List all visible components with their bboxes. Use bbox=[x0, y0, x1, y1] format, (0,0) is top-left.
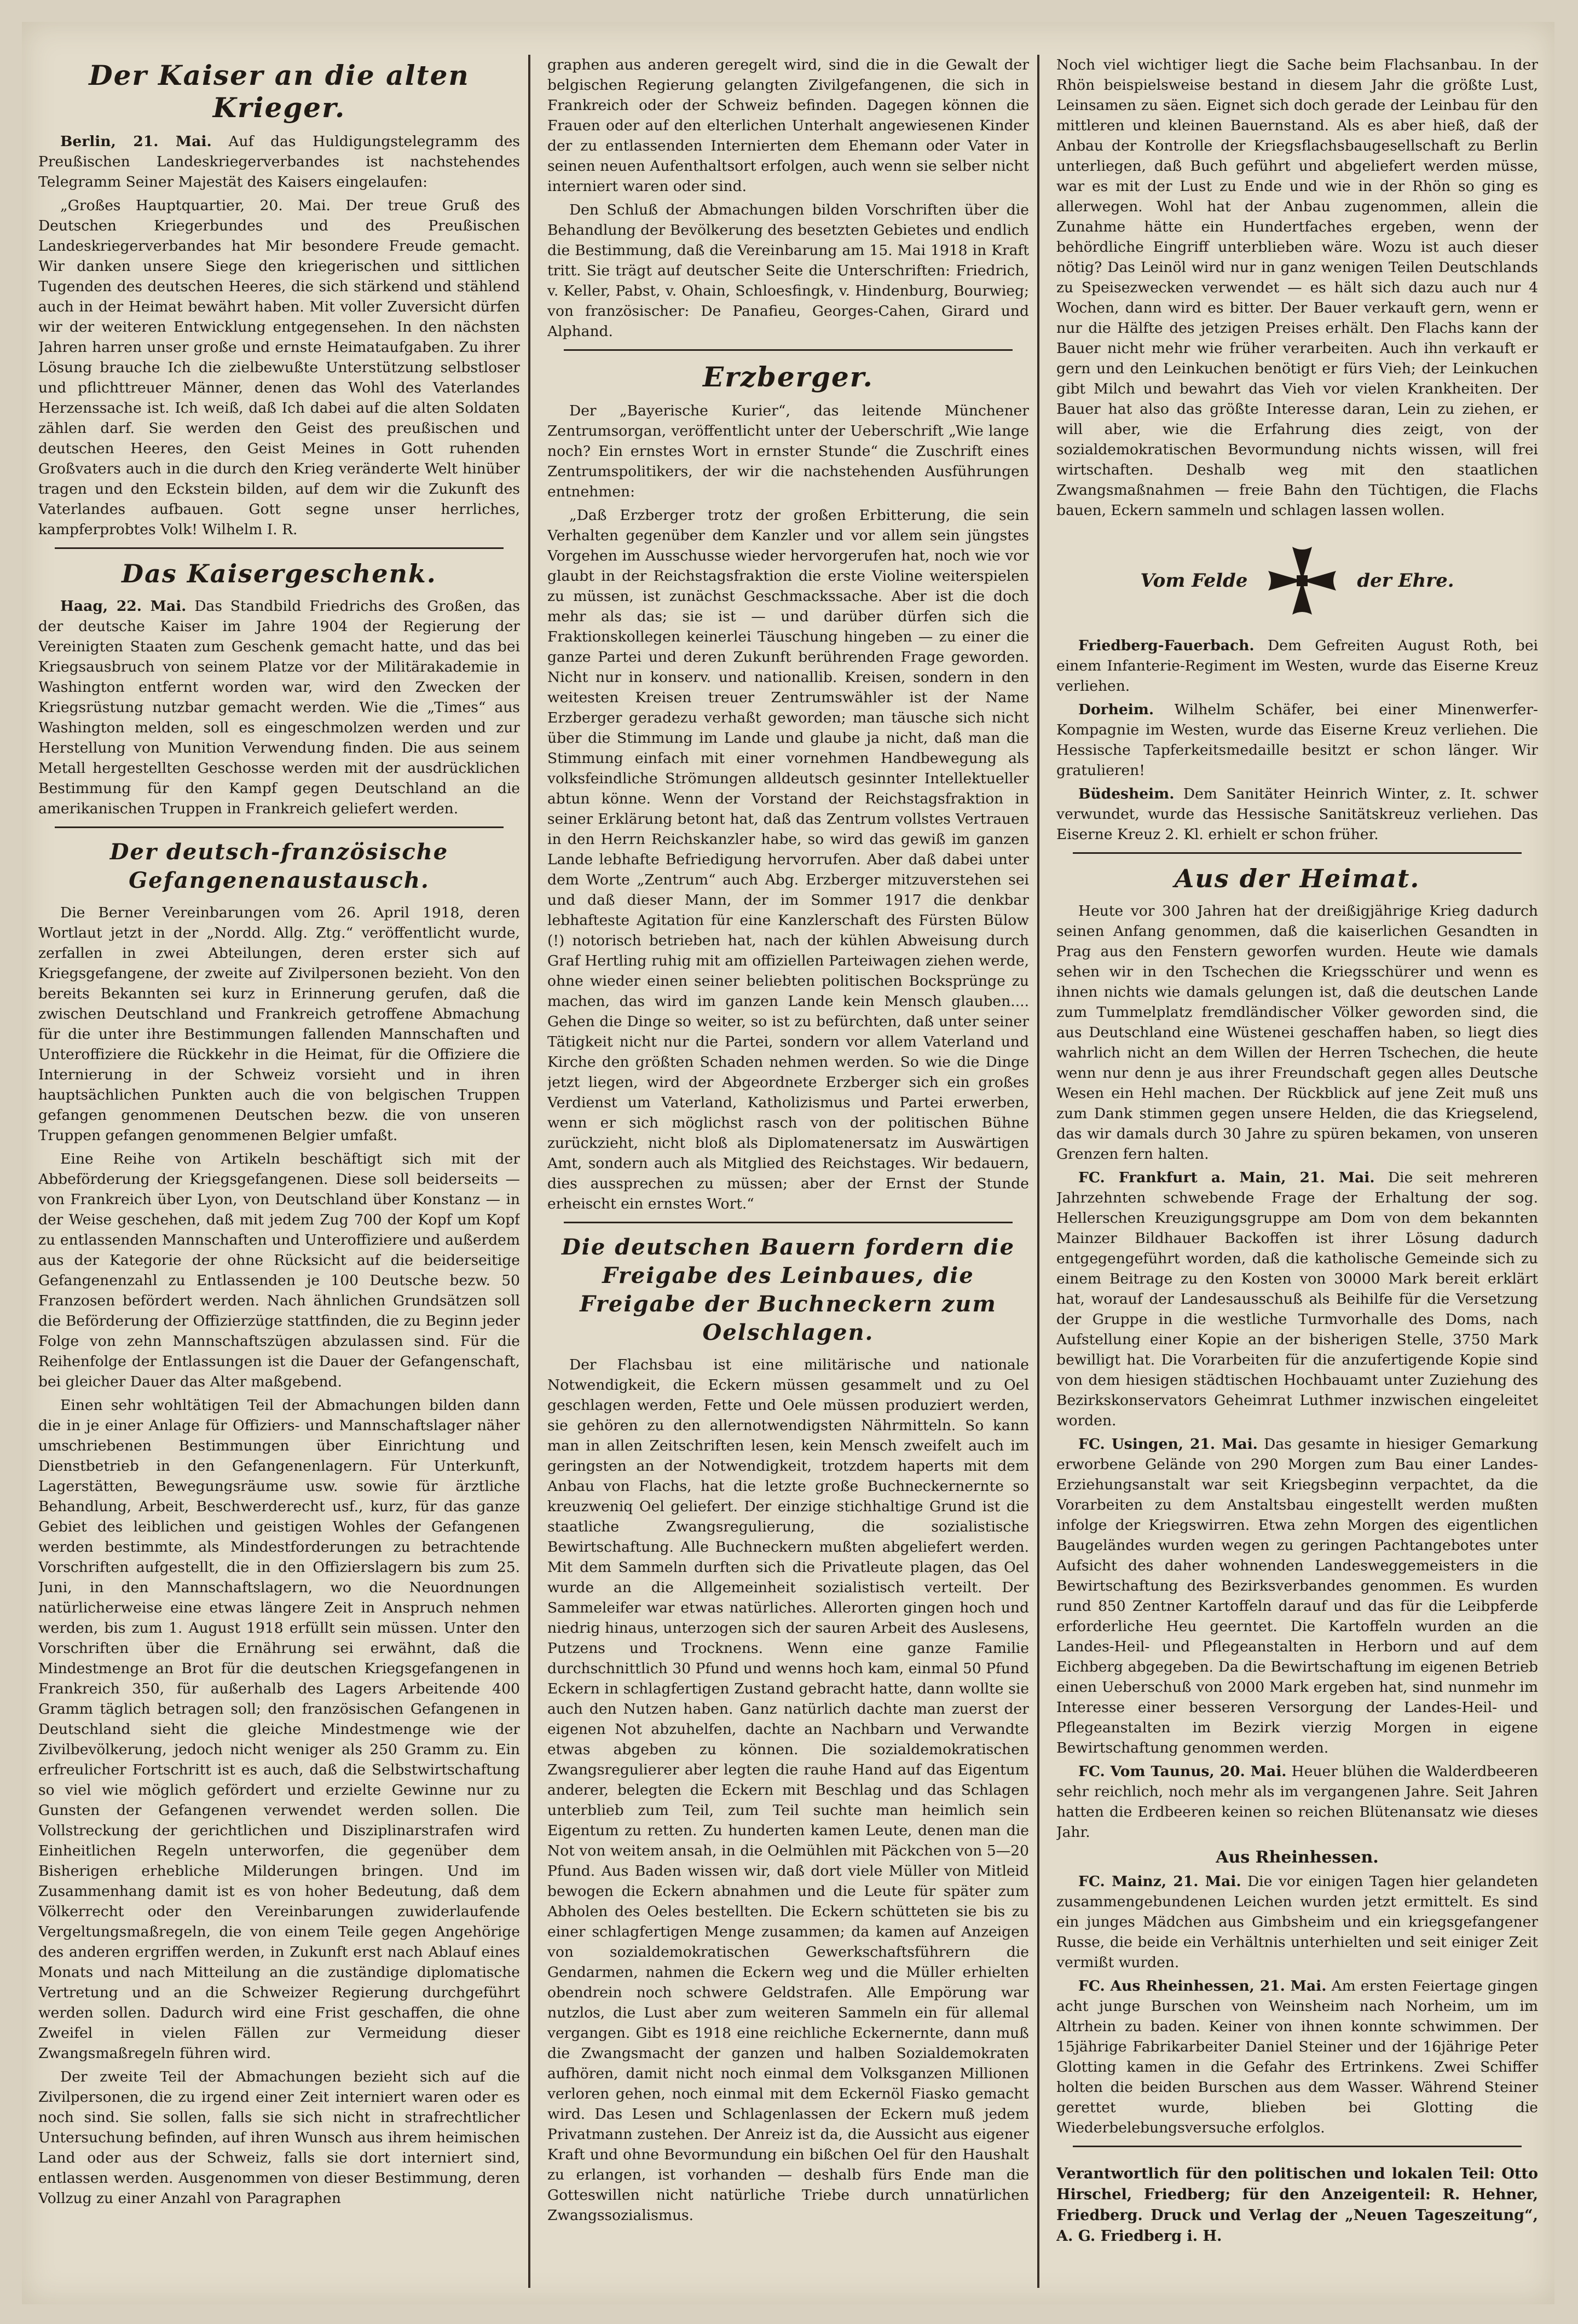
iron-cross-icon bbox=[1264, 542, 1340, 619]
paragraph: Heute vor 300 Jahren hat der dreißigjährige Krieg dadurch seinen Anfang genommen, daß die kaiserlichen Gesandten in Prag aus den Fenstern geworfen wurden. Heute wie damals sehen wir in den Tschechen die Kriegsschürer und wenn es ihnen nichts wie damals gelungen ist, daß die deutschen Lande zum Tummelplatz fremdländischer Völker geworden sind, die aus Deutschland eine Wüstenei geschaffen haben, so liegt dies wahrlich nicht an dem Willen der Herren Tschechen, die heute wenn nur denn je aus ihrer Freundschaft gegen alles Deutsche Wesen ein Hehl machen. Der Rückblick auf jene Zeit muß uns zum Dank stimmen gegen unsere Helden, die das Kriegselend, das wir damals durch 30 Jahre zu spüren bekamen, von unseren Grenzen fern halten. bbox=[1056, 903, 1538, 1163]
dateline: Haag, 22. Mai. bbox=[60, 598, 187, 615]
column-rule bbox=[528, 55, 530, 2288]
subheading-rheinhessen: Aus Rheinhessen. bbox=[1216, 1848, 1379, 1867]
paragraph: Einen sehr wohltätigen Teil der Abmachungen bilden dann die in je einer Anlage für Offiziers- und Mannschaftslager näher umschriebenen Bestimmungen über Einrichtung und Dienstbetrieb in den Gefangenenlagern. Für Unterkunft, Lagerstätten, Bewegungsräume usw. sowie für ärztliche Behandlung, Arbeit, Beschwerderecht usf., kurz, für das ganze Gebiet des leiblichen und geistigen Wohles der Gefangenen werden bestimmte, als Mindestforderungen zu betrachtende Vorschriften aufgestellt, die in den Offizierslagern bis zum 25. Juni, in den Mannschaftslagern, wo die Neuordnungen natürlicherweise eine etwas längere Zeit in Anspruch nehmen werden, bis zum 1. August 1918 erfüllt sein müssen. Unter den Vorschriften über die Ernährung sei erwähnt, daß die Mindestmenge an Brot für die deutschen Kriegsgefangenen in Frankreich 350, für außerhalb des Lagers Arbeitende 400 Gramm täglich betragen soll; den französischen Gefangenen in Deutschland sieht die gleiche Mindestmenge wie der Zivilbevölkerung, jedoch nicht weniger als 250 Gramm zu. Ein erfreulicher Fortschritt ist es auch, daß die Selbstwirtschaftung so viel wie möglich gefördert und erzielte Gewinne nur zu Gunsten der Gefangenen verwendet werden sollen. Die Vollstreckung der gerichtlichen und Disziplinarstrafen wird Einheitlichen Regeln unterworfen, die gegenüber dem Bisherigen erhebliche Milderungen bringen. Und im Zusammenhang damit ist es von hoher Bedeutung, daß dem Völkerrecht oder den Vereinbarungen zuwiderlaufende Vergeltungsmaßregeln, die von einem Teile gegen Angehörige des anderen ergriffen werden, in Zukunft erst nach Ablauf eines Monats und nach Mitteilung an die zuständige diplomatische Vertretung und an die Schweizer Regierung durchgeführt werden sollen. Dadurch wird eine Frist geschaffen, die ohne Zweifel in vielen Fällen zur Vermeidung dieser Zwangsmaßregeln führen wird. bbox=[38, 1397, 520, 2062]
newspaper-page bbox=[22, 22, 1554, 2304]
dateline: Dorheim. bbox=[1078, 701, 1154, 718]
paragraph-text: Dem Sanitäter Heinrich Winter, z. It. schwer verwundet, wurde das Hessische Sanitätskreuz verliehen. Das Eiserne Kreuz 2. Kl. erhielt er schon früher. bbox=[1056, 785, 1538, 843]
dateline: FC. Mainz, 21. Mai. bbox=[1078, 1873, 1241, 1890]
paragraph bbox=[38, 596, 520, 819]
headline-kaiser-krieger: Der Kaiser an die alten Krieger. bbox=[89, 59, 470, 124]
column-rule bbox=[1037, 55, 1039, 2288]
headline-kaisergeschenk: Das Kaisergeschenk. bbox=[122, 559, 437, 588]
paragraph: Eine Reihe von Artikeln beschäftigt sich mit der Abbeförderung der Kriegsgefangenen. Diese soll beiderseits — von Frankreich über Lyon, von Deutschland über Konstanz — in der Weise geschehen, daß mit jedem Zug 700 der Kopf um Kopf zu entlassenden Mannschaften und Unteroffiziere und außerdem aus der Kategorie der ohne Rücksicht auf die beiderseitige Gefangenenzahl zu Entlassenden je 100 Deutsche bezw. 50 Franzosen befördert werden. Nach ähnlichen Grundsätzen soll die Beförderung der Offizierzüge stattfinden, die zu Beginn jeder Folge von zehn Mannschaftszügen abzulassen sind. Für die Reihenfolge der Entlassungen ist die Dauer der Gefangenschaft, bei gleicher Dauer das Alter maßgebend. bbox=[38, 1151, 520, 1390]
dateline: FC. Vom Taunus, 20. Mai. bbox=[1078, 1763, 1287, 1780]
paragraph: „Großes Hauptquartier, 20. Mai. Der treue Gruß des Deutschen Kriegerbundes und des Preußischen Landeskriegerverbandes hat Mir besondere Freude gemacht. Wir danken unsere Siege den kriegerischen und sittlichen Tugenden des deutschen Heeres, die sich stärkend und stählend auch in der Heimat bewährt haben. Mit voller Zuversicht dürfen wir der weiteren Entwicklung entgegensehen. In den nächsten Jahren harren unser große und ernste Heimataufgaben. Zu ihrer Lösung brauche Ich die zielbewußte Unterstützung selbstloser und pflichttreuer Männer, denen das Wohl des Vaterlandes Herzenssache ist. Ich weiß, daß Ich dabei auf die alten Soldaten zählen darf. Sie werden den Geist des preußischen und deutschen Heeres, den Geist Meines in Gott ruhenden Großvaters auch in die durch den Krieg veränderte Welt hinüber tragen und den Eckstein bilden, auf dem wir die Zukunft des Vaterlandes aufbauen. Gott segne unser herrliches, kampferprobtes Volk! Wilhelm I. R. bbox=[38, 197, 520, 538]
dateline: FC. Usingen, 21. Mai. bbox=[1078, 1436, 1258, 1453]
paragraph-text: Die vor einigen Tagen hier gelandeten zusammengebundenen Leichen wurden jetzt ermittelt. Es sind ein junges Mädchen aus Gimbsheim und ein kriegsgefangener Russe, die beide ein Verhältnis unterhielten und seit einiger Zeit vermißt wurden. bbox=[1056, 1873, 1538, 1971]
paragraph-text: Am ersten Feiertage gingen acht junge Burschen von Weinsheim nach Norheim, um im Altrhein zu baden. Keiner von ihnen konnte schwimmen. Der 15jährige Fabrikarbeiter Daniel Steiner und der 16jährige Peter Glotting kamen in die Gefahr des Ertrinkens. Zwei Schiffer holten die beiden Burschen aus dem Wasser. Während Steiner gerettet wurde, blieben bei Glotting die Wiederbelebungsversuche erfolglos. bbox=[1056, 1978, 1538, 2136]
paragraph: Der zweite Teil der Abmachungen bezieht sich auf die Zivilpersonen, die zu irgend einer Zeit interniert waren oder es noch sind. Sie sollen, falls sie sich nicht in strafrechtlicher Untersuchung befinden, auf ihren Wunsch aus ihrem heimischen Land oder aus der Schweiz, falls sie dort interniert sind, entlassen werden. Ausgenommen von dieser Bestimmung, deren Vollzug zu einer Anzahl von Paragraphen bbox=[38, 2068, 520, 2207]
honor-header bbox=[1056, 542, 1538, 619]
paragraph bbox=[38, 131, 520, 192]
paragraph bbox=[1056, 1434, 1538, 1758]
headline-heimat: Aus der Heimat. bbox=[1174, 864, 1420, 893]
paragraph-text: Die seit mehreren Jahrzehnten schwebende Frage der Erhaltung der sog. Hellerschen Kreuzigungsgruppe am Dom von dem bekannten Mainzer Bildhauer Backoffen ist ihrer Lösung dadurch entgegengeführt worden, daß die katholische Gemeinde sich zu einem Beitrage zu den Kosten von 30000 Mark bereit erklärt hat, worauf der Landesausschuß als Beihilfe für die Versetzung der Gruppe in die westliche Turmvorhalle des Doms, nach Aufstellung einer Kopie an der bisherigen Stelle, 3750 Mark bewilligt hat. Die Vorarbeiten für die anzufertigende Kopie sind von dem hiesigen städtischen Hochbauamt unter Zuziehung des Bezirkskonservators Geheimrat Luthmer inzwischen eingeleitet worden. bbox=[1056, 1169, 1538, 1429]
impressum: Verantwortlich für den politischen und lokalen Teil: Otto Hirschel, Friedberg; für den Anzeigenteil: R. Hehner, Friedberg. Druck und Verlag der „Neuen Tageszeitung“, A. G. Friedberg i. H. bbox=[1056, 2165, 1538, 2245]
paragraph-text: Das Standbild Friedrichs des Großen, das der deutsche Kaiser im Jahre 1904 der Regierung der Vereinigten Staaten zum Geschenk gemacht hatte, und das bei Kriegsausbruch von seinem Platze vor der Militärakademie in Washington entfernt worden war, wird den Zwecken der Kriegsrüstung nutzbar gemacht werden. Wie die „Times“ aus Washington melden, soll es eingeschmolzen werden und zur Herstellung von Munition Verwendung finden. Die aus seinem Metall hergestellten Geschosse werden mit der ausdrücklichen Bestimmung für den Kampf gegen Deutschland an die amerikanischen Truppen in Frankreich geliefert werden. bbox=[38, 598, 520, 817]
separator bbox=[55, 826, 504, 828]
paragraph-text: Dem Gefreiten August Roth, bei einem Infanterie-Regiment im Westen, wurde das Eiserne Kreuz verliehen. bbox=[1056, 637, 1538, 695]
headline-gefangenenaustausch: Der deutsch-französische Gefangenenaustausch. bbox=[109, 839, 449, 893]
paragraph: Der Flachsbau ist eine militärische und nationale Notwendigkeit, die Eckern müssen gesammelt und zu Oel geschlagen werden, Fette und Oele müssen produziert werden, sie gehören zu den allernotwendigsten Nährmitteln. So kann man in allen Zeitschriften lesen, kein Mensch zweifelt auch im geringsten an der Notwendigkeit, trotzdem haperts mit dem Anbau von Flachs, hat die letzte große Buchneckernernte so kreuzweniq Oel geliefert. Der einzige stichhaltige Grund ist die staatliche Zwangsregulierung, die sozialistische Bewirtschaftung. Alle Buchneckern mußten abgeliefert werden. Mit dem Sammeln durften sich die Privatleute plagen, das Oel wurde an die Allgemeinheit sozialistisch verteilt. Der Sammeleifer war etwas natürliches. Allerorten gingen hoch und niedrig hinaus, unterzogen sich der sauren Arbeit des Auslesens, Putzens und Trocknens. Wenn eine ganze Familie durchschnittlich 30 Pfund und wenns hoch kam, einmal 50 Pfund Eckern in schlagfertigen Zustand gebracht hatte, dann wollte sie auch den Nutzen haben. Ganz natürlich dachte man zuerst der eigenen Not abzuhelfen, dachte an Nachbarn und Verwandte etwas abgeben zu können. Die sozialdemokratischen Zwangsregulierer aber legten die rauhe Hand auf das Eigentum anderer, belegten die Eckern mit Beschlag und das Schlagen unterblieb zum Teil, zum Teil suchte man heimlich sein Eigentum zu retten. Zu hunderten kamen Leute, denen man die Not von weitem ansah, in die Oelmühlen mit Päckchen von 5—20 Pfund. Aus Baden wissen wir, daß dort viele Müller von Mitleid bewogen die Eckern abnahmen und die Leute für später zum Abholen des Oeles bestellten. Die Eckern schütteten sie bis zu einer schlagfertigen Menge zusammen; da kamen auf Anzeigen von sozialdemokratischen Gewerkschaftsführern die Gendarmen, nahmen die Eckern weg und die Müller erhielten obendrein noch schwere Geldstrafen. Alle Empörung war nutzlos, die Lust aber zum weiteren Sammeln ein für allemal vergangen. Gibt es 1918 eine reichliche Eckernernte, dann muß die Zwangsmacht der ganzen und halben Sozialdemokraten aufhören, damit nicht noch einmal dem Volksganzen Millionen verloren gehen, noch einmal mit dem Eckernöl Fiasko gemacht wird. Das Lesen und Schlagenlassen der Eckern muß jedem Privatmann zustehen. Der Anreiz ist da, die Aussicht aus eigener Kraft und ohne Bevormundung ein bißchen Oel für den Haushalt zu erlangen, ist vorhanden — deshalb fürs Ende man die Gotteswillen nicht natürliche Triebe durch unnatürlichen Zwangssozialismus. bbox=[547, 1356, 1029, 2224]
paragraph bbox=[1056, 1976, 1538, 2138]
dateline: Berlin, 21. Mai. bbox=[60, 133, 212, 150]
separator bbox=[1073, 2146, 1522, 2147]
paragraph: Noch viel wichtiger liegt die Sache beim Flachsanbau. In der Rhön beispielsweise bestand in diesem Jahr die größte Lust, Leinsamen zu säen. Eignet sich doch gerade der Leinbau für den mittleren und kleinen Bauernstand. Als es aber hieß, daß der Anbau der Kontrolle der Kriegsflachsbaugesellschaft zu Berlin unterliegen, daß Buch geführt und abgeliefert werden müsse, war es mit der Lust zu Ende und wie in der Rhön so ging es allerwegen. Wohl hat der Anbau zugenommen, allein die Zunahme hätte ein Hundertfaches ergeben, wenn der behördliche Eingriff unterblieben wäre. Wozu ist auch dieser nötig? Das Leinöl wird nur in ganz wenigen Teilen Deutschlands zu Speisezwecken verwendet — es hält sich dazu auch nur 4 Wochen, dann wird es bitter. Der Bauer verkauft gern, wenn er nur die Hälfte des jetzigen Preises erhält. Den Flachs kann der Bauer nicht mehr wie früher verarbeiten. Auch ihn verkauft er gern und den Leinkuchen benötigt er fürs Vieh; der Leinkuchen gibt Milch und bewahrt das Vieh vor vielen Krankheiten. Der Bauer hat also das größte Interesse daran, Lein zu ziehen, er will aber, wie die Erfahrung dies zeigt, von der sozialdemokratischen Bevormundung nichts wissen, will frei wirtschaften. Deshalb weg mit den staatlichen Zwangsmaßnahmen — freie Bahn den Tüchtigen, die Flachs bauen, Eckern sammeln und schlagen lassen wollen. bbox=[1056, 56, 1538, 519]
paragraph: graphen aus anderen geregelt wird, sind die in die Gewalt der belgischen Regierung gelangten Zivilgefangenen, die sich in Frankreich oder der Schweiz befinden. Dagegen können die Frauen oder auf den elterlichen Unterhalt angewiesenen Kinder der zu entlassenden Internierten dem Ehemann oder Vater in seinen neuen Aufenthaltsort erfolgen, auch wenn sie selber nicht interniert waren oder sind. bbox=[547, 56, 1029, 195]
headline-bauern-leinbau: Die deutschen Bauern fordern die Freigabe des Leinbaues, die Freigabe der Buchneckern zum Oelschlagen. bbox=[561, 1234, 1015, 1345]
paragraph bbox=[1056, 699, 1538, 781]
paragraph-text: Heuer blühen die Walderdbeeren sehr reichlich, noch mehr als im vergangenen Jahre. Seit Jahren hatten die Erdbeeren keinen so reichen Blütenansatz wie dieses Jahr. bbox=[1056, 1763, 1538, 1841]
honor-header-right: der Ehre. bbox=[1357, 570, 1454, 592]
paragraph-text: Wilhelm Schäfer, bei einer Minenwerfer-Kompagnie im Westen, wurde das Eiserne Kreuz verliehen. Die Hessische Tapferkeitsmedaille besitzt er schon länger. Wir gratulieren! bbox=[1056, 701, 1538, 779]
paragraph bbox=[1056, 635, 1538, 696]
dateline: FC. Frankfurt a. Main, 21. Mai. bbox=[1078, 1169, 1375, 1186]
paragraph: Den Schluß der Abmachungen bilden Vorschriften über die Behandlung der Bevölkerung des besetzten Gebietes und endlich die Bestimmung, daß die Vereinbarung am 15. Mai 1918 in Kraft tritt. Sie trägt auf deutscher Seite die Unterschriften: Friedrich, v. Keller, Pabst, v. Ohain, Schloesfingk, v. Hindenburg, Bourwieg; von französischer: De Panafieu, Georges-Cahen, Girard und Alphand. bbox=[547, 201, 1029, 340]
dateline: Büdesheim. bbox=[1078, 785, 1175, 802]
paragraph bbox=[1056, 784, 1538, 845]
paragraph: „Daß Erzberger trotz der großen Erbitterung, die sein Verhalten gegenüber dem Kanzler und vor allem sein jüngstes Vorgehen im Ausschusse wieder hervorgerufen hat, noch wie vor glaubt in der Reichstagsfraktion die erste Violine weiterspielen zu müssen, ist zunächst Geschmackssache. Aber ist die doch mehr als das; sie ist — und darüber dürfen sich die Fraktionskollegen keinerlei Täuschung hingeben — zu einer die ganze Partei und deren Zukunft berührenden Frage geworden. Nicht nur in konserv. und nationallib. Kreisen, sondern in den weitesten Kreisen treuer Zentrumswähler ist der Name Erzberger geradezu verhaßt geworden; man täusche sich nicht über die Stimmung im Lande und glaube ja nicht, daß man die Stimmung einfach mit einer vornehmen Handbewegung als volksfeindliche Strömungen alldeutsch gesinnter Intellektueller abtun könne. Wenn der Vorstand der Reichstagsfraktion in seiner Erklärung betont hat, daß das Zentrum vollstes Vertrauen in den Herrn Reichskanzler habe, so wird das gewiß im ganzen Lande lebhafte Befriedigung hervorrufen. Aber daß dabei unter dem Worte „Zentrum“ auch Abg. Erzberger mitzuverstehen sei und daß dieser Mann, der im Sommer 1917 die denkbar lebhafteste Agitation für eine Kanzlerschaft des Fürsten Bülow (!) notorisch betrieben hat, nach der kühlen Abweisung durch Graf Hertling ruhig mit am offiziellen Parteiwagen ziehen werde, ohne wieder einen seiner beliebten politischen Bocksprünge zu machen, das wird im ganzen Lande kein Mensch glauben.... Gehen die Dinge so weiter, so ist zu befürchten, daß unter seiner Tätigkeit nicht nur die Partei, sondern vor allem Vaterland und Kirche den größten Schaden nehmen werden. So wie die Dinge jetzt liegen, wird der Abgeordnete Erzberger sich ein großes Verdienst um Vaterland, Katholizismus und Partei erwerben, wenn er sich möglichst rasch von der politischen Bühne zurückzieht, nicht bloß als Diplomatenersatz im Auswärtigen Amt, sondern auch als Mitglied des Reichstages. Wir bedauern, dies aussprechen zu müssen; aber der Ernst der Stunde erheischt ein ernstes Wort.“ bbox=[547, 507, 1029, 1212]
separator bbox=[55, 547, 504, 549]
paragraph-text: Das gesamte in hiesiger Gemarkung erworbene Gelände von 290 Morgen zum Bau einer Landes-Erziehungsanstalt war seit Kriegsbeginn verpachtet, da die Vorarbeiten zu dem Anstaltsbau eingestellt werden mußten infolge der Kriegswirren. Etwa zehn Morgen des eigentlichen Baugeländes wurden wegen zu geringen Pachtangebotes unter Aufsicht des daher wohnenden Landesweggemeisters in die Bewirtschaftung des Bezirksverbandes genommen. Es wurden rund 850 Zentner Kartoffeln darauf und das für die Leibpferde erforderliche Heu geerntet. Die Kartoffeln wurden an die Landes-Heil- und Pflegeanstalten in Herborn und auf dem Eichberg abgegeben. Da die Bewirtschaftung im eigenen Betrieb einen Ueberschuß von 2000 Mark ergeben hat, sind nunmehr im Interesse einer besseren Versorgung der Landes-Heil- und Pflegeanstalten im Bezirk vierzig Morgen in eigene Bewirtschaftung genommen werden. bbox=[1056, 1436, 1538, 1756]
paragraph bbox=[1056, 1871, 1538, 1973]
dateline: FC. Aus Rheinhessen, 21. Mai. bbox=[1078, 1978, 1327, 1995]
separator bbox=[564, 349, 1013, 351]
column-2 bbox=[547, 55, 1029, 2288]
separator bbox=[564, 1222, 1013, 1223]
column-1 bbox=[38, 55, 520, 2288]
headline-erzberger: Erzberger. bbox=[703, 361, 874, 393]
paragraph: Die Berner Vereinbarungen vom 26. April 1918, deren Wortlaut jetzt in der „Nordd. Allg. Ztg.“ veröffentlicht wurde, zerfallen in zwei Abteilungen, deren erster sich auf Kriegsgefangene, der zweite auf Zivilpersonen bezieht. Von den bereits Bekannten sei kurz in Erinnerung gerufen, daß die zwischen Deutschland und Frankreich getroffene Abmachung für die unter ihre Bestimmungen fallenden Mannschaften und Unteroffiziere die Rückkehr in die Heimat, für die Offiziere die Internierung in der Schweiz vorsieht und in ihren hauptsächlichen Punkten auch die von belgischen Truppen gefangen genommenen Deutschen bezw. die von unseren Truppen gefangen genommenen Belgier umfaßt. bbox=[38, 904, 520, 1144]
separator bbox=[1073, 852, 1522, 854]
paragraph bbox=[1056, 1761, 1538, 1842]
column-3 bbox=[1056, 55, 1538, 2288]
honor-header-left: Vom Felde bbox=[1140, 570, 1248, 592]
paragraph-text: Auf das Huldigungstelegramm des Preußischen Landeskriegerverbandes ist nachstehendes Telegramm Seiner Majestät des Kaisers eingelaufen: bbox=[38, 133, 520, 190]
dateline: Friedberg-Fauerbach. bbox=[1078, 637, 1255, 654]
paragraph bbox=[1056, 1167, 1538, 1431]
paragraph: Der „Bayerische Kurier“, das leitende Münchener Zentrumsorgan, veröffentlicht unter der Ueberschrift „Wie lange noch? Ein ernstes Wort in ernster Stunde“ die Zuschrift eines Zentrumspolitikers, der wir die nachstehenden Ausführungen entnehmen: bbox=[547, 402, 1029, 500]
